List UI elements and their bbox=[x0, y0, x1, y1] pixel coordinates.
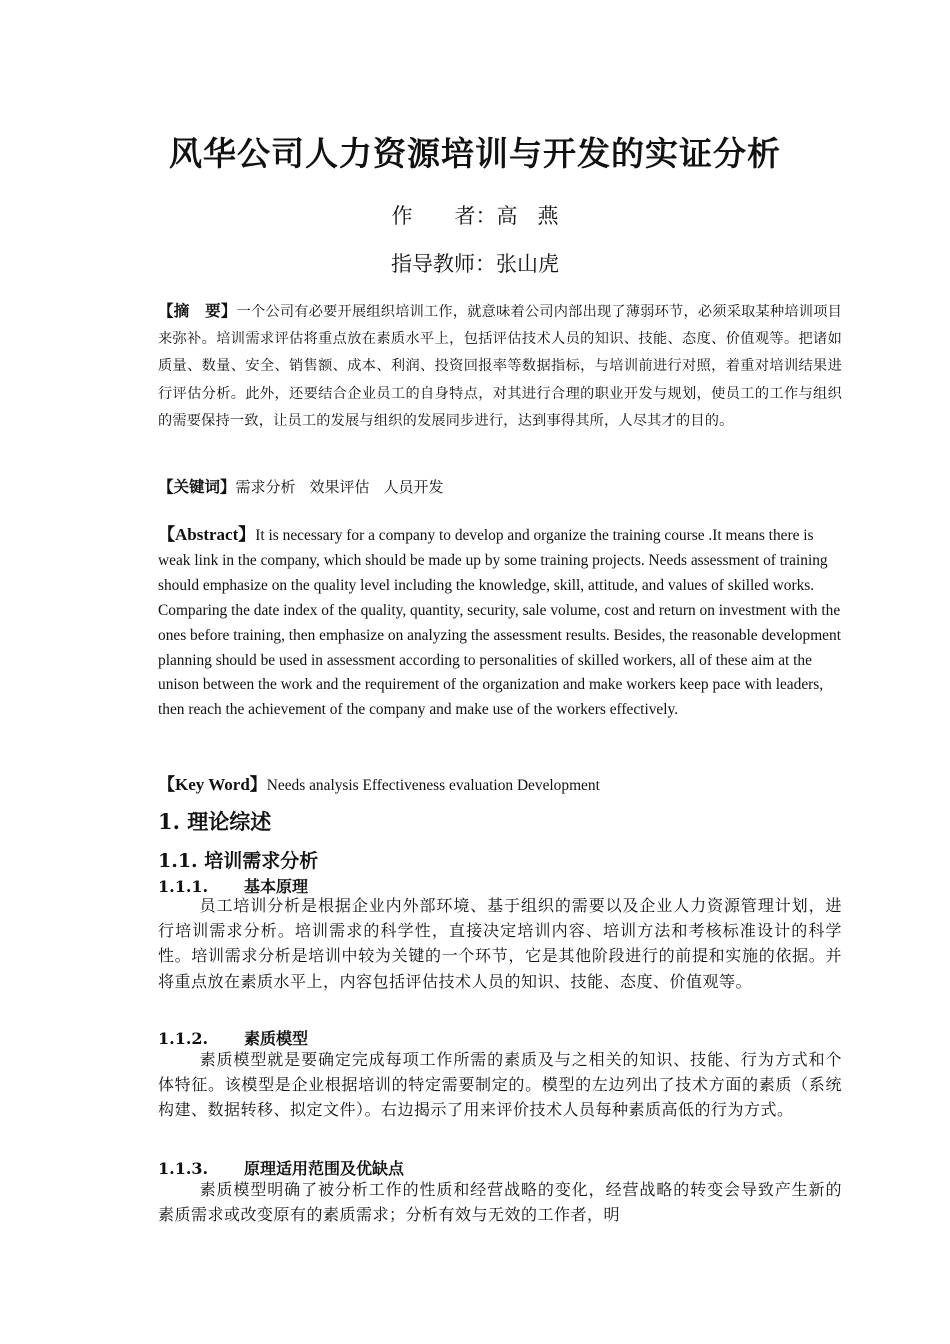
paragraph-competency-model: 素质模型就是要确定完成每项工作所需的素质及与之相关的知识、技能、行为方式和个体特征。该模型是企业根据培训的特定需要制定的。模型的左边列出了技术方面的素质（系统构建、数据转移、拟定文件）。右边揭示了用来评价技术人员每种素质高低的行为方式。 bbox=[158, 1050, 842, 1120]
subsubsection-heading-1-1-2 bbox=[158, 1026, 842, 1049]
keywords-english bbox=[158, 770, 842, 795]
keywords-en-tag: 【Key Word】 bbox=[158, 775, 267, 794]
keyword-cn-1: 需求分析 bbox=[235, 478, 296, 496]
heading-title: 素质模型 bbox=[244, 1029, 309, 1048]
keyword-cn-3: 人员开发 bbox=[383, 478, 444, 496]
keywords-cn-tag: 【关键词】 bbox=[158, 478, 236, 496]
abstract-english bbox=[158, 523, 842, 723]
keyword-cn-2: 效果评估 bbox=[309, 478, 370, 496]
abstract-en-tag: 【Abstract】 bbox=[158, 525, 256, 544]
abstract-en-text: It is necessary for a company to develop and organize the training course .It means there is weak link in the company, which should be made up by some training projects. Needs assessment of training should emphasize on the quality level including the knowledge, skill, attitude, and values of skilled works. Comparing the date index of the quality, quantity, security, sale volume, cost and return on investment with the ones before training, then emphasize on analyzing the assessment results. Besides, the reasonable development planning should be used in assessment according to personalities of skilled workers, all of these aim at the unison between the work and the requirement of the organization and make workers keep pace with leaders, then reach the achievement of the company and make use of the workers effectively. bbox=[158, 527, 841, 719]
author-line bbox=[0, 200, 950, 230]
author-name-2: 燕 bbox=[537, 204, 559, 228]
keywords-chinese bbox=[158, 475, 842, 497]
paragraph-scope-pros-cons: 素质模型明确了被分析工作的性质和经营战略的变化，经营战略的转变会导致产生新的素质需求或改变原有的素质需求；分析有效与无效的工作者，明 bbox=[158, 1180, 842, 1225]
heading-number: 1.1.3. bbox=[158, 1159, 209, 1178]
heading-title: 原理适用范围及优缺点 bbox=[244, 1159, 405, 1178]
heading-number: 1.1.2. bbox=[158, 1029, 209, 1048]
section-heading-1: 1. 理论综述 bbox=[158, 809, 272, 834]
abstract-chinese bbox=[158, 298, 842, 435]
subsubsection-heading-1-1-3 bbox=[158, 1156, 842, 1179]
heading-title: 基本原理 bbox=[244, 877, 309, 896]
document-title: 风华公司人力资源培训与开发的实证分析 bbox=[169, 134, 781, 173]
abstract-cn-tag: 【摘 要】 bbox=[158, 302, 237, 320]
paragraph-basic-principle: 员工培训分析是根据企业内外部环境、基于组织的需要以及企业人力资源管理计划，进行培训需求分析。培训需求的科学性，直接决定培训内容、培训方法和考核标准设计的科学性。培训需求分析是培训中较为关键的一个环节，它是其他阶段进行的前提和实施的依据。并将重点放在素质水平上，内容包括评估技术人员的知识、技能、态度、价值观等。 bbox=[158, 896, 842, 991]
heading-number: 1.1.1. bbox=[158, 877, 209, 896]
author-name-1: 高 bbox=[496, 204, 518, 228]
author-label-part1: 作 bbox=[391, 204, 413, 228]
author-label-part2: 者： bbox=[454, 204, 497, 228]
advisor-line bbox=[0, 248, 950, 278]
advisor-label: 指导教师： bbox=[391, 252, 496, 276]
abstract-cn-text: 一个公司有必要开展组织培训工作，就意味着公司内部出现了薄弱环节，必须采取某种培训项目来弥补。培训需求评估将重点放在素质水平上，包括评估技术人员的知识、技能、态度、价值观等。把诸如质量、数量、安全、销售额、成本、利润、投资回报率等数据指标，与培训前进行对照，着重对培训结果进行评估分析。此外，还要结合企业员工的自身特点，对其进行合理的职业开发与规划，使员工的工作与组织的需要保持一致，让员工的发展与组织的发展同步进行，达到事得其所，人尽其才的目的。 bbox=[158, 304, 842, 429]
keywords-en-text: Needs analysis Effectiveness evaluation Development bbox=[266, 777, 600, 794]
advisor-name: 张山虎 bbox=[496, 252, 559, 276]
subsection-heading-1-1: 1.1. 培训需求分析 bbox=[158, 850, 319, 872]
